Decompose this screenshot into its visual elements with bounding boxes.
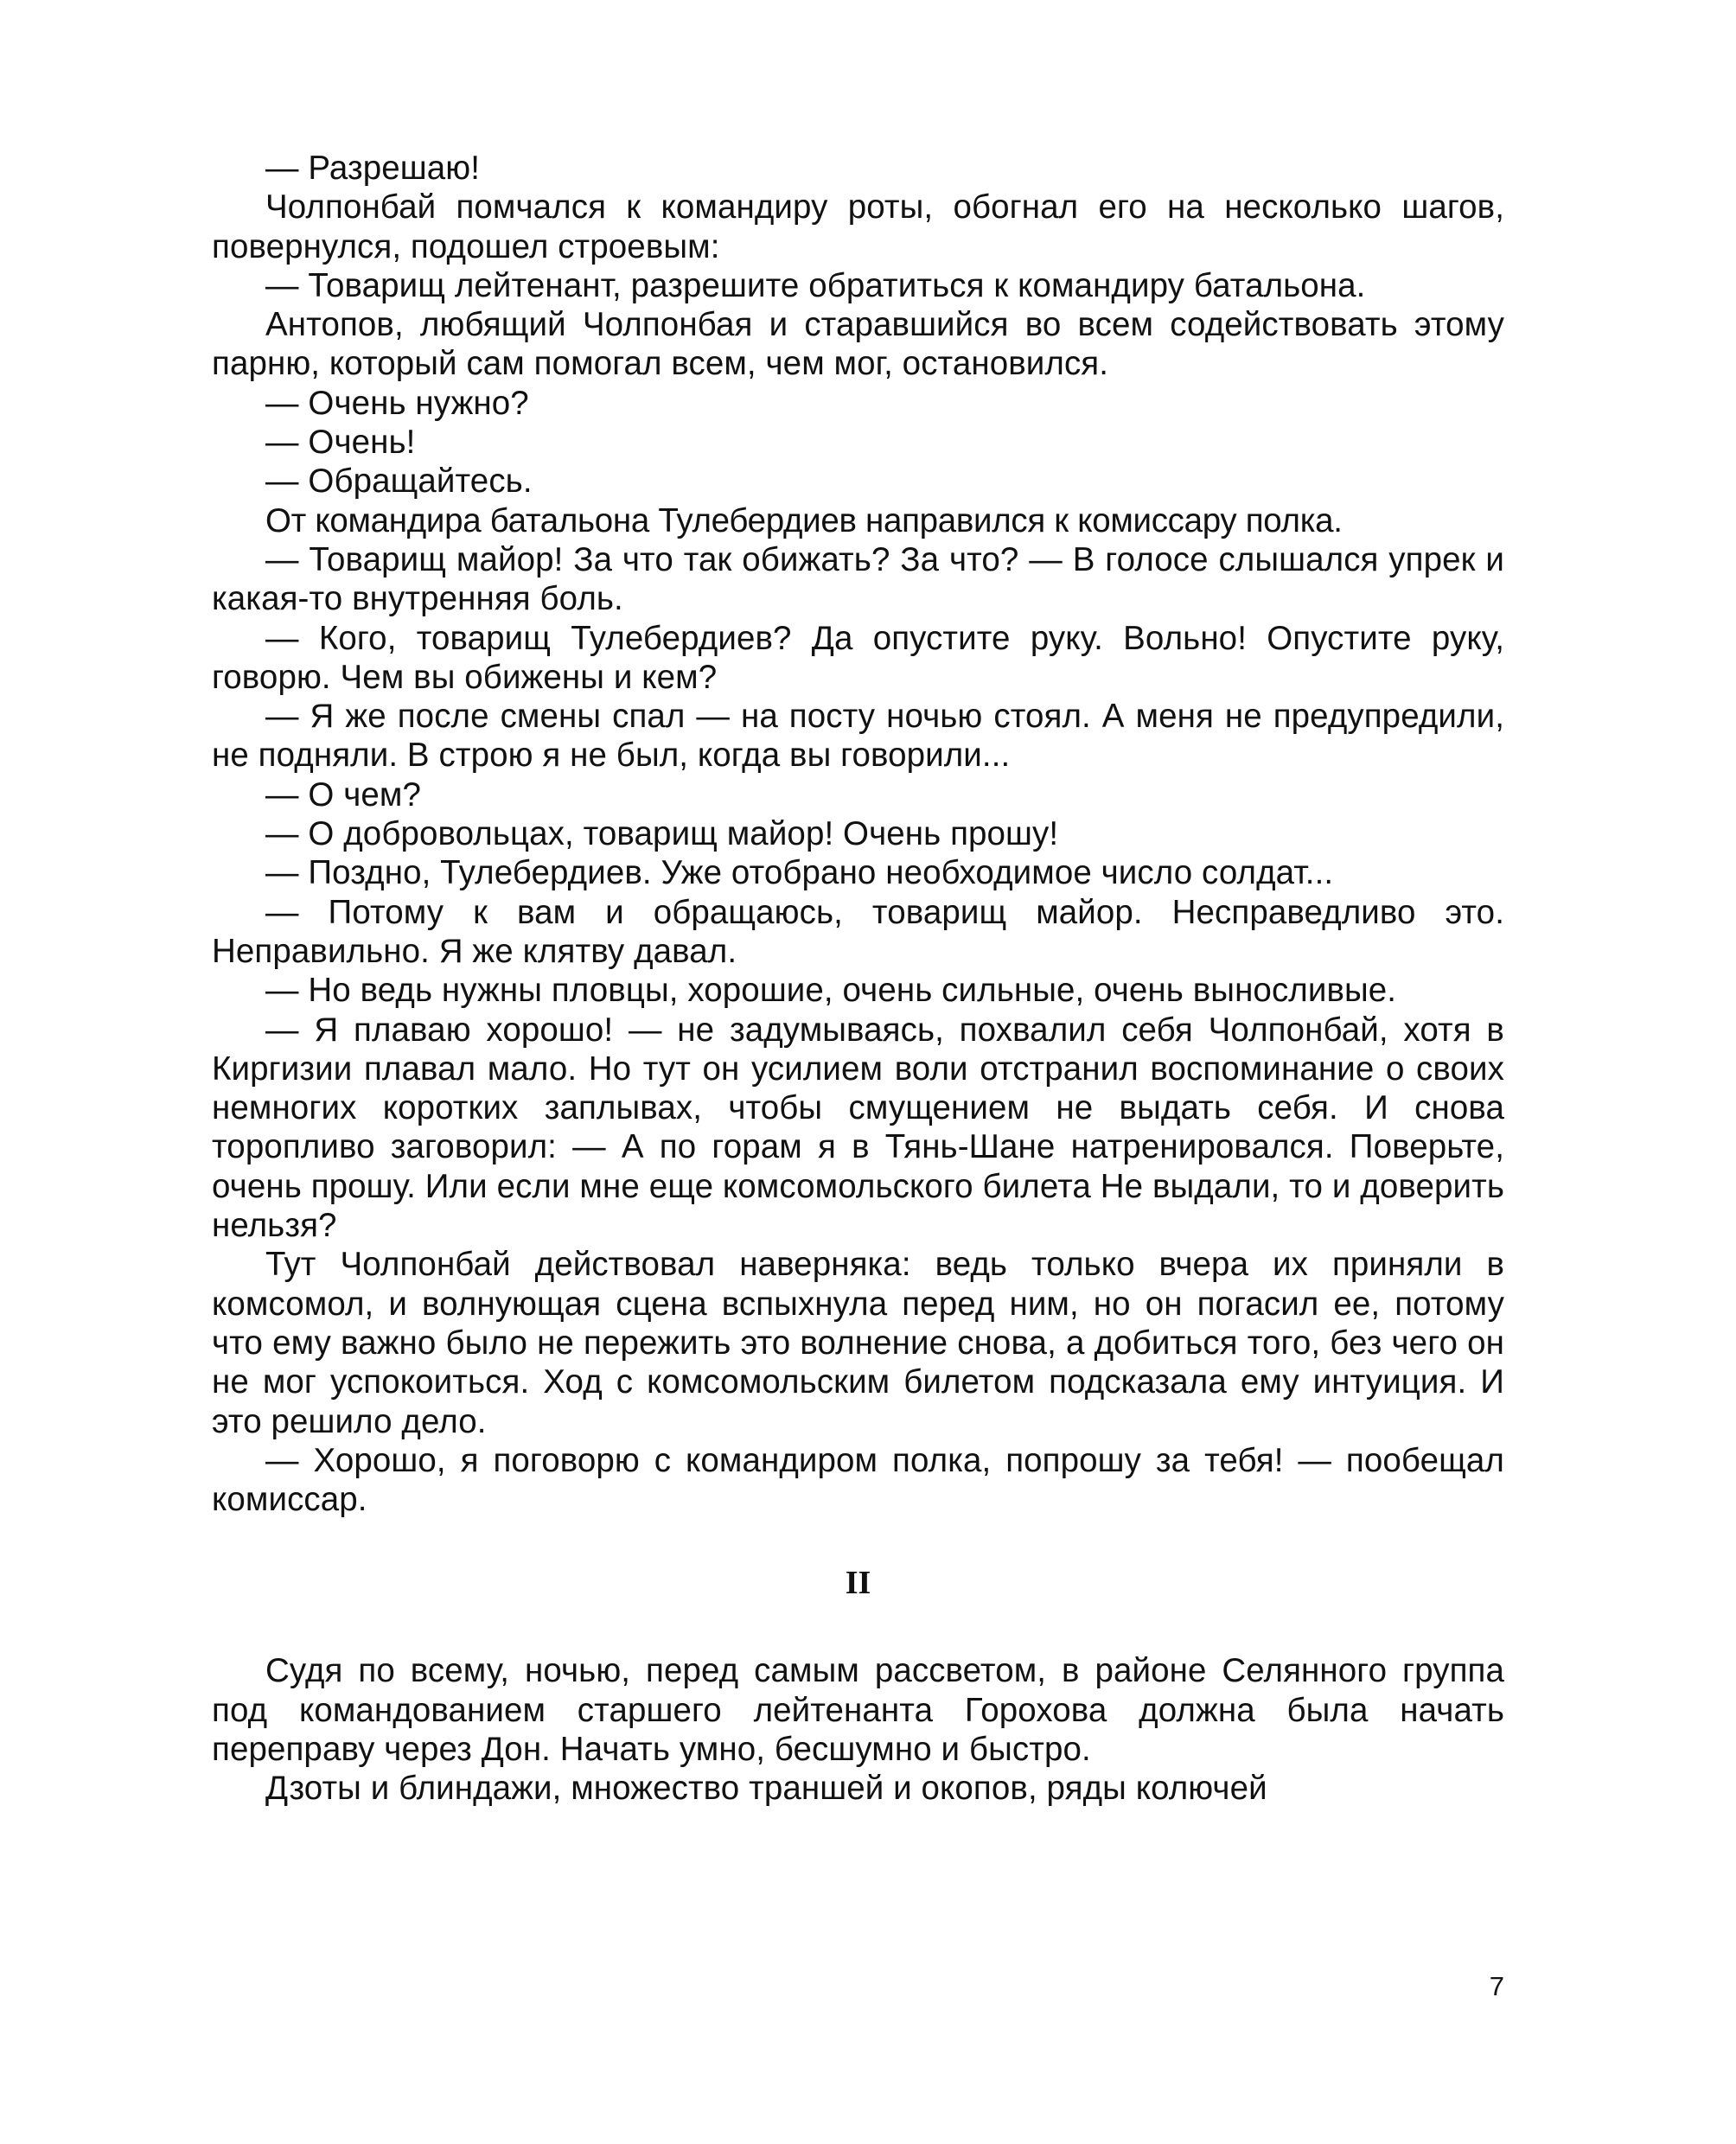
paragraph: — Обращайтесь. bbox=[265, 463, 533, 501]
paragraph: — Разрешаю! bbox=[265, 150, 481, 187]
page-body bbox=[212, 149, 1504, 1809]
paragraph: Антопов, любящий Чолпонбая и старавшийся во всем содействовать этому парню, который сам помогал всем, чем мог, остановился. bbox=[212, 306, 1504, 383]
paragraph: — О чем? bbox=[265, 775, 421, 814]
paragraph: — Хорошо, я поговорю с командиром полка, попрошу за тебя! — пообещал комиссар. bbox=[212, 1441, 1504, 1519]
paragraph: От командира батальона Тулебердиев направился к комиссару полка. bbox=[265, 501, 1343, 539]
paragraph: Тут Чолпонбай действовал наверняка: ведь только вчера их приняли в комсомол, и волнующая сцена вспыхнула перед ним, но он погасил ее, потому что ему важно было не пережить это волнение снова, а добиться того, без чего он не мог успокоиться. Ход с комсомольским билетом подсказала ему интуиция. И это решило дело. bbox=[212, 1246, 1504, 1440]
paragraph: — Товарищ майор! За что так обижать? За что? — В голосе слышался упрек и какая-то внутренняя боль. bbox=[212, 540, 1504, 618]
paragraph: — Кого, товарищ Тулебердиев? Да опустите руку. Вольно! Опустите руку, говорю. Чем вы обижены и кем? bbox=[212, 619, 1504, 696]
paragraph: — Я же после смены спал — на посту ночью стоял. А меня не предупредили, не подняли. В строю я не был, когда вы говорили... bbox=[212, 698, 1504, 775]
paragraph: — Я плаваю хорошо! — не задумываясь, похвалил себя Чолпонбай, хотя в Киргизии плавал мало. Но тут он усилием воли отстранил воспоминание о своих немногих коротких заплывах, чтобы смущением не выдать себя. И снова торопливо заговорил: — А по горам я в Тянь-Шане натренировался. Поверьте, очень прошу. Или если мне еще комсомольского билета Не выдали, то и доверить нельзя? bbox=[212, 1011, 1504, 1245]
paragraph: Дзоты и блиндажи, множество траншей и окопов, ряды колючей bbox=[265, 1770, 1267, 1808]
paragraph: Чолпонбай помчался к командиру роты, обогнал его на несколько шагов, повернулся, подошел строевым: bbox=[212, 188, 1504, 265]
paragraph: — Очень нужно? bbox=[265, 384, 529, 422]
paragraph: Судя по всему, ночью, перед самым рассветом, в районе Селянного группа под командованием старшего лейтенанта Горохова должна была начать переправу через Дон. Начать умно, бесшумно и быстро. bbox=[212, 1652, 1504, 1768]
paragraph: — Очень! bbox=[265, 424, 416, 462]
paragraph: — О добровольцах, товарищ майор! Очень прошу! bbox=[265, 815, 1059, 853]
paragraph: — Но ведь нужны пловцы, хорошие, очень сильные, очень выносливые. bbox=[265, 972, 1397, 1010]
paragraph: — Товарищ лейтенант, разрешите обратиться к командиру батальона. bbox=[265, 266, 1366, 304]
section-heading: II bbox=[845, 1565, 871, 1602]
page-number: 7 bbox=[1489, 1971, 1504, 2001]
paragraph: — Потому к вам и обращаюсь, товарищ майор. Несправедливо это. Неправильно. Я же клятву давал. bbox=[212, 893, 1504, 970]
paragraph: — Поздно, Тулебердиев. Уже отобрано необходимое число солдат... bbox=[265, 854, 1334, 892]
